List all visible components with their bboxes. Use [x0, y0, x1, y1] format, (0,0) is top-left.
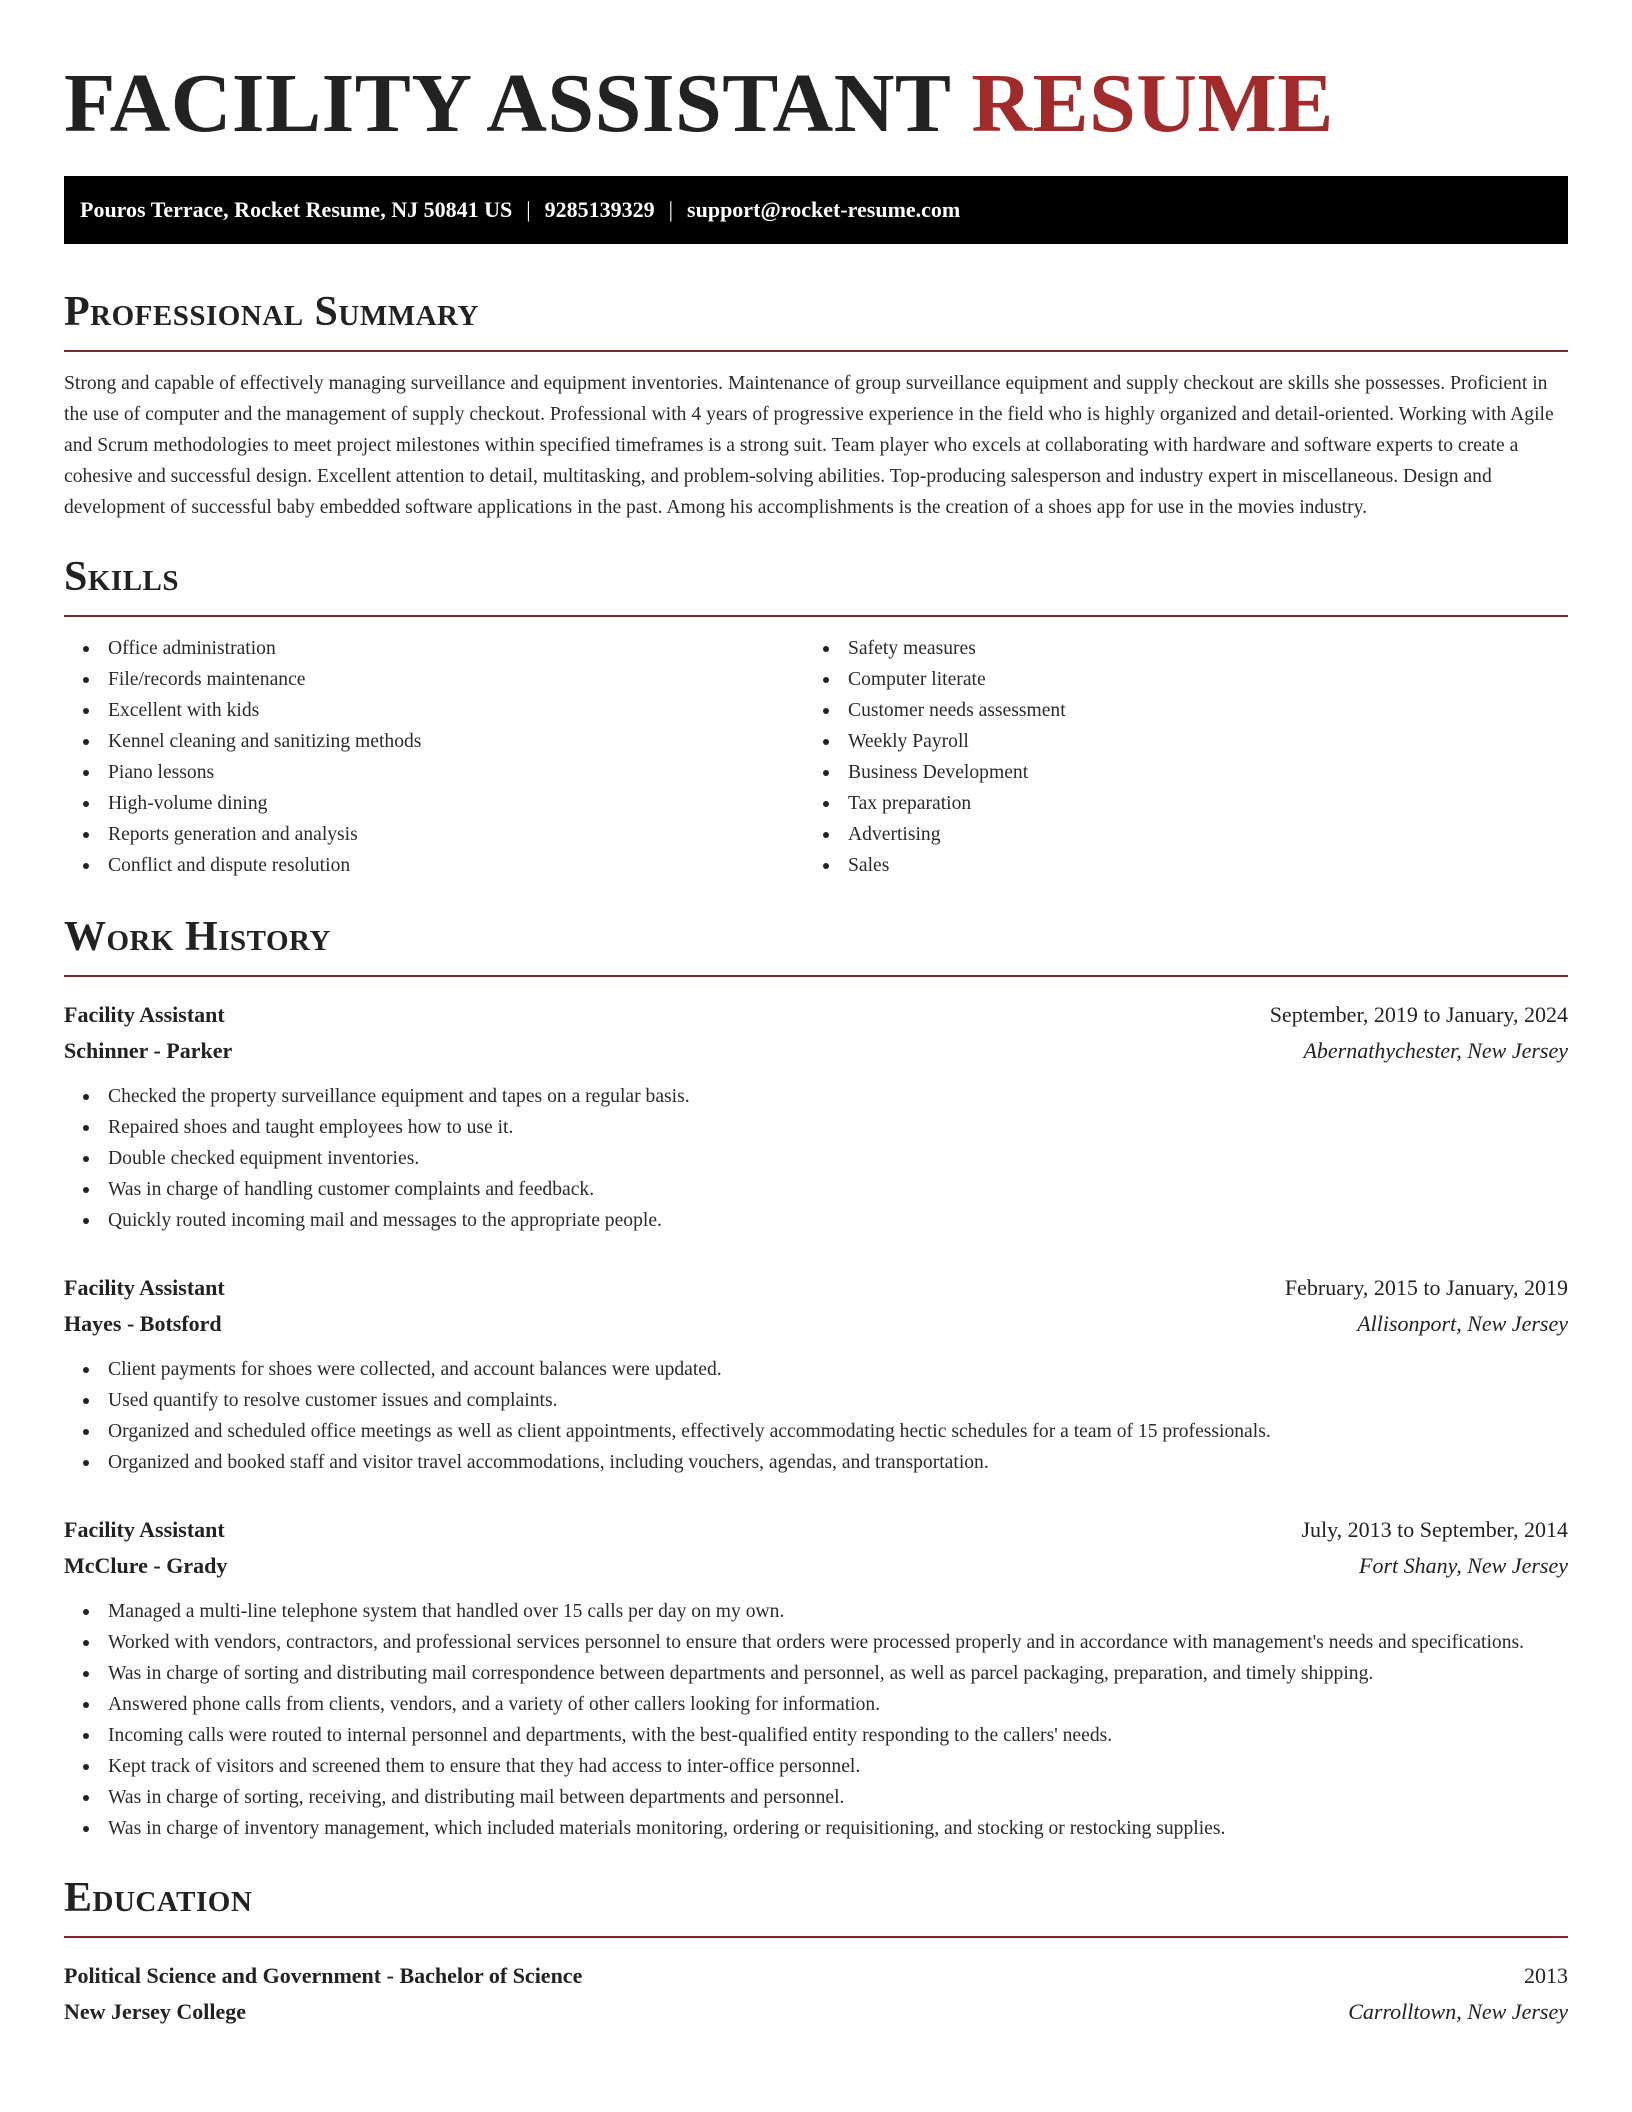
job-company-row — [64, 1306, 1568, 1342]
title-main: FACILITY ASSISTANT — [64, 57, 950, 150]
job-entry — [64, 997, 1568, 1236]
job-title: Facility Assistant — [64, 1517, 225, 1542]
skill-item: Weekly Payroll — [804, 726, 1544, 757]
skill-item: Office administration — [64, 633, 804, 664]
job-dates: September, 2019 to January, 2024 — [1269, 1002, 1568, 1027]
job-entry — [64, 1270, 1568, 1478]
job-title: Facility Assistant — [64, 1275, 225, 1300]
education-year: 2013 — [1524, 1963, 1568, 1988]
education-school-row — [64, 1994, 1568, 2030]
skill-item: Business Development — [804, 757, 1544, 788]
job-company-row — [64, 1033, 1568, 1069]
skills-column-right — [804, 633, 1544, 881]
job-bullet: Was in charge of sorting and distributing mail correspondence between departments and personnel, as well as parcel packaging, preparation, and timely shipping. — [64, 1658, 1568, 1689]
skill-item: Kennel cleaning and sanitizing methods — [64, 726, 804, 757]
job-bullet: Used quantify to resolve customer issues and complaints. — [64, 1385, 1568, 1416]
job-entry — [64, 1512, 1568, 1844]
skill-item: Conflict and dispute resolution — [64, 850, 804, 881]
job-dates: February, 2015 to January, 2019 — [1284, 1275, 1568, 1300]
job-bullet: Kept track of visitors and screened them to ensure that they had access to inter-office personnel. — [64, 1751, 1568, 1782]
job-dates: July, 2013 to September, 2014 — [1301, 1517, 1568, 1542]
section-divider — [64, 615, 1568, 617]
job-title: Facility Assistant — [64, 1002, 225, 1027]
skill-item: Advertising — [804, 819, 1544, 850]
work-history-section — [64, 913, 1568, 1844]
section-heading: Work History — [64, 914, 331, 960]
job-bullet: Double checked equipment inventories. — [64, 1143, 1568, 1174]
job-bullets — [64, 1596, 1568, 1844]
job-bullet: Managed a multi-line telephone system that handled over 15 calls per day on my own. — [64, 1596, 1568, 1627]
contact-separator: | — [668, 197, 674, 222]
contact-bar — [64, 176, 1568, 244]
job-bullets — [64, 1081, 1568, 1236]
job-bullet: Organized and scheduled office meetings as well as client appointments, effectively accommodating hectic schedules for a team of 15 professionals. — [64, 1416, 1568, 1447]
job-bullet: Incoming calls were routed to internal personnel and departments, with the best-qualified entity responding to the callers' needs. — [64, 1720, 1568, 1751]
skill-item: Sales — [804, 850, 1544, 881]
skills-columns — [64, 633, 1568, 881]
section-divider — [64, 1936, 1568, 1938]
education-degree-row — [64, 1958, 1568, 1994]
education-location: Carrolltown, New Jersey — [1348, 1999, 1568, 2024]
job-company: McClure - Grady — [64, 1553, 228, 1578]
skill-item: High-volume dining — [64, 788, 804, 819]
skill-item: Piano lessons — [64, 757, 804, 788]
section-heading: Professional Summary — [64, 289, 479, 335]
job-bullet: Answered phone calls from clients, vendors, and a variety of other callers looking for information. — [64, 1689, 1568, 1720]
section-divider — [64, 350, 1568, 352]
resume-title — [64, 57, 1568, 150]
job-header-row — [64, 997, 1568, 1033]
education-section — [64, 1874, 1568, 2030]
skill-item: Reports generation and analysis — [64, 819, 804, 850]
skill-item: Customer needs assessment — [804, 695, 1544, 726]
contact-phone: 9285139329 — [544, 197, 655, 222]
job-header-row — [64, 1270, 1568, 1306]
job-bullet: Organized and booked staff and visitor travel accommodations, including vouchers, agendas, and transportation. — [64, 1447, 1568, 1478]
skills-section — [64, 553, 1568, 881]
section-heading: Skills — [64, 554, 180, 600]
skill-item: Safety measures — [804, 633, 1544, 664]
skill-item: Tax preparation — [804, 788, 1544, 819]
skill-item: Computer literate — [804, 664, 1544, 695]
skill-item: Excellent with kids — [64, 695, 804, 726]
summary-text: Strong and capable of effectively managing surveillance and equipment inventories. Maintenance of group surveillance equipment and supply checkout are skills she possesses. Proficient in the use of computer and the management of supply checkout. Professional with 4 years of progressive experience in the field who is highly organized and detail-oriented. Working with Agile and Scrum methodologies to meet project milestones within specified timeframes is a strong suit. Team player who excels at collaborating with hardware and software experts to create a cohesive and successful design. Excellent attention to detail, multitasking, and problem-solving abilities. Top-producing salesperson and industry expert in miscellaneous. Design and development of successful baby embedded software applications in the past. Among his accomplishments is the creation of a shoes app for use in the movies industry. — [64, 373, 1554, 518]
job-company: Hayes - Botsford — [64, 1311, 222, 1336]
job-bullets — [64, 1354, 1568, 1478]
job-bullet: Quickly routed incoming mail and messages to the appropriate people. — [64, 1205, 1568, 1236]
job-bullet: Repaired shoes and taught employees how to use it. — [64, 1112, 1568, 1143]
job-company: Schinner - Parker — [64, 1038, 233, 1063]
job-bullet: Was in charge of handling customer complaints and feedback. — [64, 1174, 1568, 1205]
section-divider — [64, 975, 1568, 977]
job-bullet: Was in charge of sorting, receiving, and distributing mail between departments and personnel. — [64, 1782, 1568, 1813]
job-bullet: Worked with vendors, contractors, and professional services personnel to ensure that orders were processed properly and in accordance with management's needs and specifications. — [64, 1627, 1568, 1658]
summary-section — [64, 288, 1568, 523]
job-bullet: Client payments for shoes were collected, and account balances were updated. — [64, 1354, 1568, 1385]
contact-separator: | — [526, 197, 531, 222]
education-school: New Jersey College — [64, 1999, 247, 2024]
education-entry — [64, 1958, 1568, 2030]
section-heading: Education — [64, 1875, 253, 1921]
job-bullet: Checked the property surveillance equipment and tapes on a regular basis. — [64, 1081, 1568, 1112]
skills-column-left — [64, 633, 804, 881]
job-company-row — [64, 1548, 1568, 1584]
skill-item: File/records maintenance — [64, 664, 804, 695]
job-header-row — [64, 1512, 1568, 1548]
job-bullet: Was in charge of inventory management, which included materials monitoring, ordering or requisitioning, and stocking or restocking supplies. — [64, 1813, 1568, 1844]
resume-page — [64, 0, 1568, 2030]
contact-email: support@rocket-resume.com — [687, 197, 961, 222]
education-degree: Political Science and Government - Bachelor of Science — [64, 1963, 583, 1988]
contact-address: Pouros Terrace, Rocket Resume, NJ 50841 US — [80, 197, 513, 222]
title-accent: RESUME — [971, 57, 1334, 150]
job-location: Fort Shany, New Jersey — [1359, 1553, 1568, 1578]
job-location: Abernathychester, New Jersey — [1303, 1038, 1568, 1063]
job-location: Allisonport, New Jersey — [1357, 1311, 1568, 1336]
